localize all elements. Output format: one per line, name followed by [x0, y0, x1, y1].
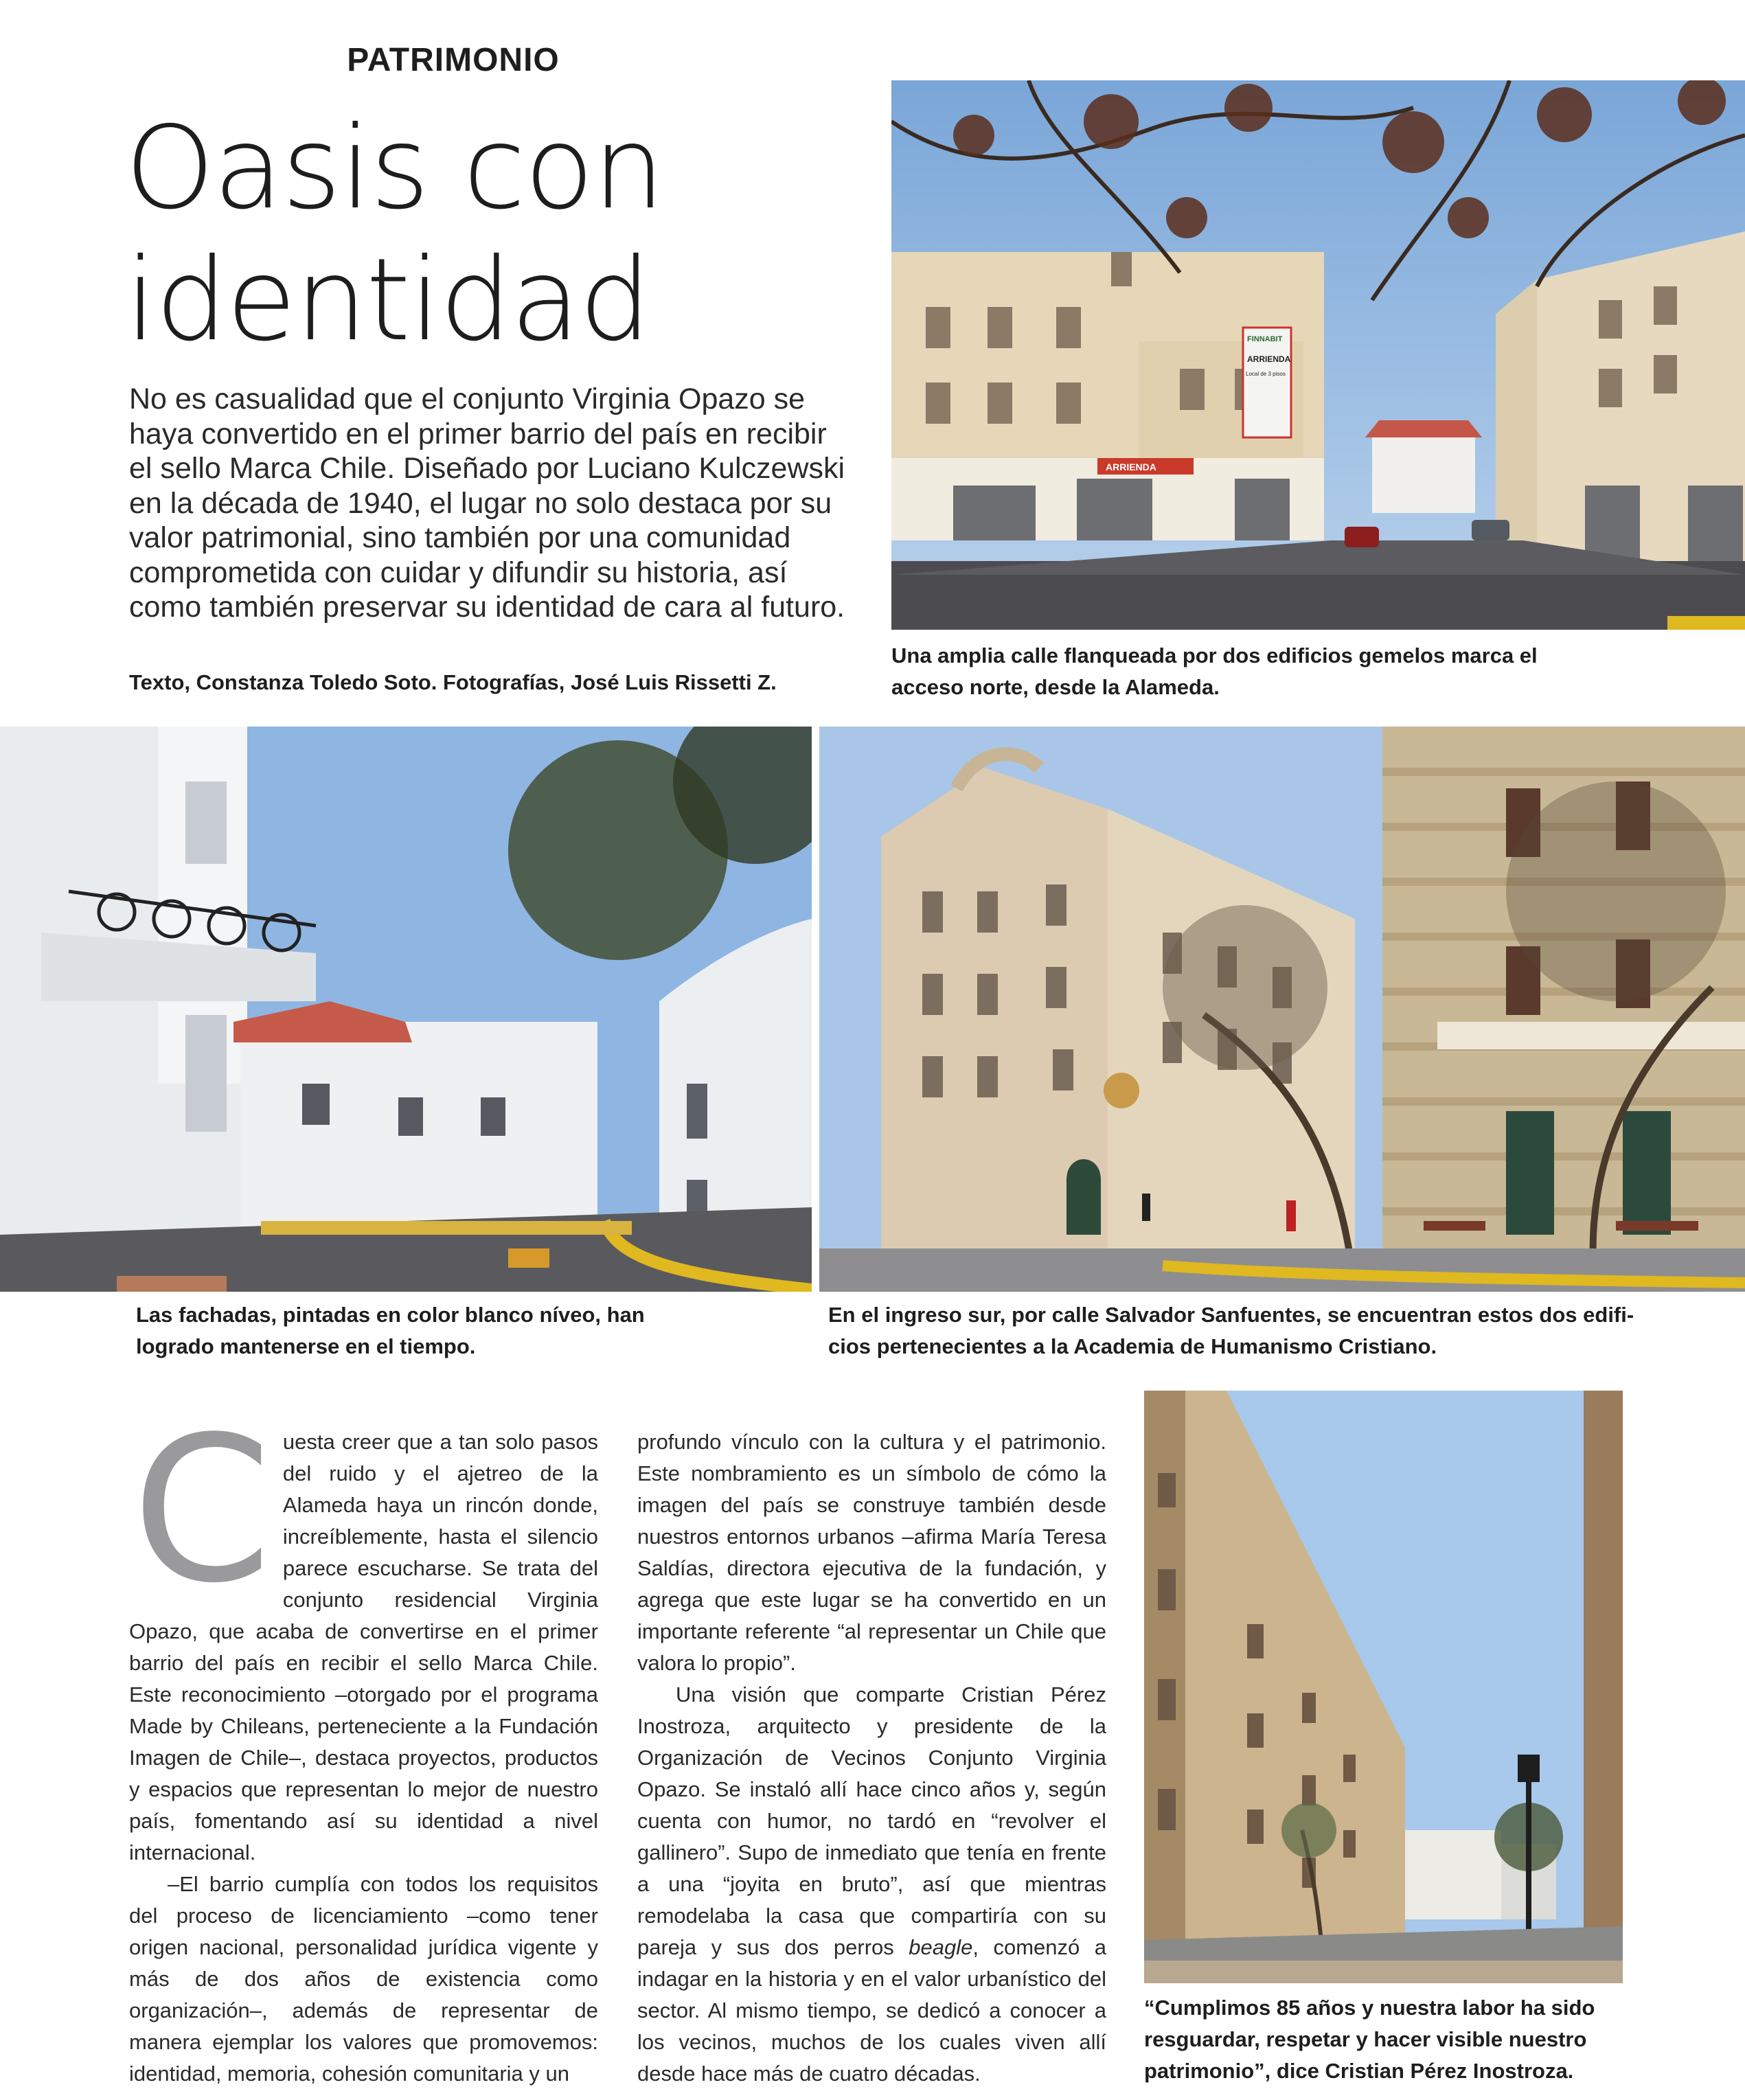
credits-line: Texto, Constanza Toledo Soto. Fotografías, José Luis Rissetti Z.	[129, 670, 777, 694]
headline-line-2: identidad	[125, 234, 650, 367]
body-column-2	[637, 1426, 1106, 2090]
caption-line: logrado mantenerse en el tiempo.	[136, 1334, 476, 1358]
caption-line: resguardar, respetar y hacer visible nuestro	[1144, 2027, 1587, 2051]
photo-academy-buildings	[819, 727, 1745, 1292]
sign-local-text: Local de 3 pisos	[1246, 371, 1286, 377]
caption-white-facades	[136, 1299, 645, 1362]
photo-street-lamp	[1144, 1391, 1623, 1983]
caption-north-access	[891, 640, 1538, 703]
headline	[125, 103, 874, 367]
photo-north-access	[891, 80, 1745, 630]
caption-street-lamp	[1144, 1992, 1595, 2087]
headline-line-1: Oasis con	[125, 102, 664, 235]
body-text-run: Una visión que comparte Cristian Pérez Inostroza, arquitecto y presidente de la Organización de Vecinos Conjunto Virginia Opazo. Se instaló allí hace cinco años y, según cuenta con humor, no tardó en “revolver el gallinero”. Supo de inmediato que tenía en frente a una “joyita en bruto”, así que mientras remodelaba la casa que compartiría con su pareja y sus dos perros	[637, 1682, 1106, 1959]
caption-line: Una amplia calle flanqueada por dos edificios gemelos marca el	[891, 643, 1538, 667]
body-text-run: , comenzó a indagar en la historia y en el valor urbanístico del sector. Al mismo tiempo, se dedicó a conocer a los vecinos, muchos de los cuales viven allí desde hace más de cuatro décadas.	[637, 1935, 1106, 2086]
caption-line: cios pertenecientes a la Academia de Humanismo Cristiano.	[828, 1334, 1437, 1358]
shop-sign-text: ARRIENDA	[1106, 461, 1156, 472]
caption-line: En el ingreso sur, por calle Salvador Sanfuentes, se encuentran estos dos edifi-	[828, 1303, 1634, 1327]
caption-line: acceso norte, desde la Alameda.	[891, 675, 1220, 699]
caption-line: patrimonio”, dice Cristian Pérez Inostroza.	[1144, 2059, 1574, 2083]
caption-line: Las fachadas, pintadas en color blanco níveo, han	[136, 1303, 645, 1327]
sign-arrienda-text: ARRIENDA	[1247, 354, 1291, 364]
caption-line: “Cumplimos 85 años y nuestra labor ha sido	[1144, 1996, 1595, 2020]
body-paragraph	[637, 1679, 1106, 2090]
photo-white-facades	[0, 727, 812, 1292]
section-label: PATRIMONIO	[347, 42, 560, 78]
body-text-emphasis: beagle	[909, 1935, 973, 1959]
caption-academy-buildings	[828, 1299, 1634, 1362]
body-paragraph: profundo vínculo con la cultura y el patrimonio. Este nombramiento es un símbolo de cómo la imagen del país se construye también desde nuestros entornos urbanos –afirma María Teresa Saldías, directora ejecutiva de la fundación, y agrega que este lugar se ha convertido en un importante referente “al representar un Chile que valora lo propio”.	[637, 1430, 1106, 1675]
sign-brand-text: FINNABIT	[1247, 335, 1283, 343]
body-column-1	[129, 1393, 598, 2090]
body-paragraph: –El barrio cumplía con todos los requisitos del proceso de licenciamiento –como tener origen nacional, personalidad jurídica vigente y más de dos años de existencia como organización–, además de representar de manera ejemplar los valores que promovemos: identidad, memoria, cohesión comunitaria y un	[129, 1872, 598, 2086]
lead-paragraph: No es casualidad que el conjunto Virginia Opazo se haya convertido en el primer barrio del país en recibir el sello Marca Chile. Diseñado por Luciano Kulczewski en la década de 1940, el lugar no solo destaca por su valor patrimonial, sino también por una comunidad comprometida con cuidar y difundir su historia, así como también preservar su identidad de cara al futuro.	[129, 383, 845, 624]
drop-cap: C	[132, 1393, 272, 1627]
body-paragraph: uesta creer que a tan solo pasos del ruido y el ajetreo de la Alameda haya un rincón donde, increíblemente, hasta el silencio parece escucharse. Se trata del conjunto residencial Virginia Opazo, que acaba de convertirse en el primer barrio del país en recibir el sello Marca Chile. Este reconocimiento –otorgado por el programa Made by Chileans, perteneciente a la Fundación Imagen de Chile–, destaca proyectos, productos y espacios que representan lo mejor de nuestro país, fomentando así su identidad a nivel internacional.	[129, 1430, 598, 1864]
